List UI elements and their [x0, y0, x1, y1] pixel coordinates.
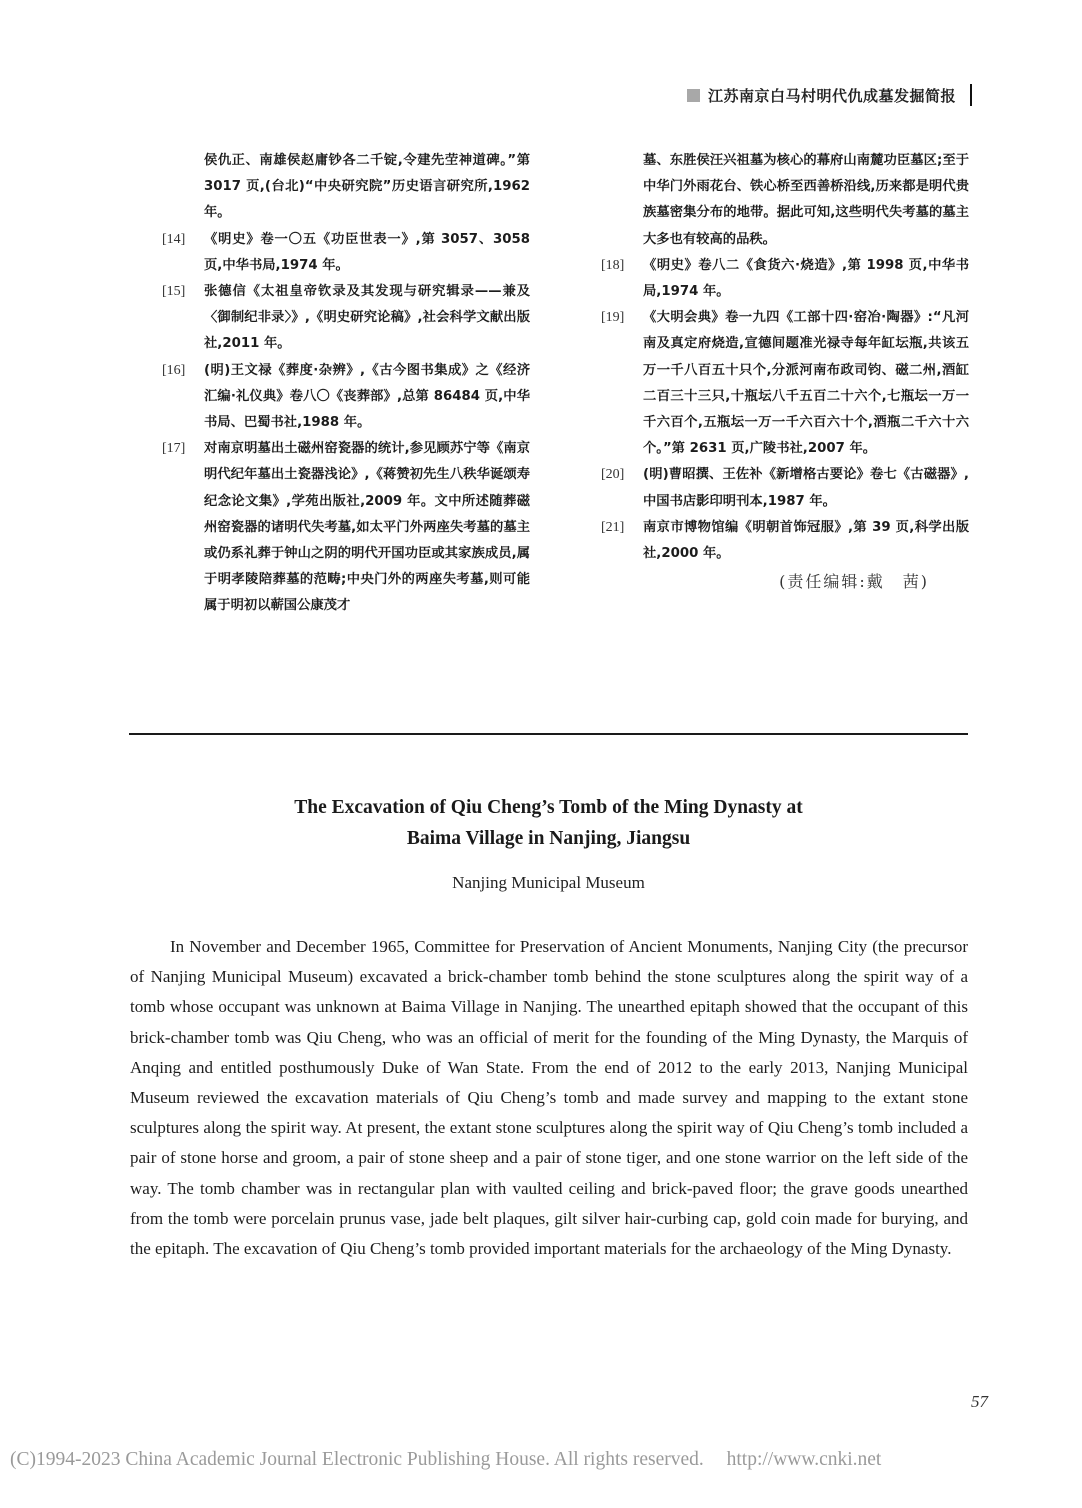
note-number: [20] [601, 467, 625, 483]
note-15 [160, 279, 530, 358]
english-title-line-2: Baima Village in Nanjing, Jiangsu [406, 828, 691, 849]
english-abstract: In November and December 1965, Committee for Preservation of Ancient Monuments, Nanjing City (the precursor of Nanjing Municipal Museum) excavated a brick-chamber tomb behind the stone sculptures along the spirit way of a tomb whose occupant was unknown at Baima Village in Nanjing. The unearthed epitaph showed that the occupant of this brick-chamber tomb was Qiu Cheng, who was an official of merit for the founding of the Ming Dynasty, the Marquis of Anqing and entitled posthumously Duke of Wan State. From the end of 2012 to the early 2013, Nanjing Municipal Museum reviewed the excavation materials of Qiu Cheng’s tomb and made survey and mapping to the extant stone sculptures along the spirit way. At present, the extant stone sculptures along the spirit way of Qiu Cheng’s tomb included a pair of stone horse and groom, a pair of stone sheep and a pair of stone tiger, and one stone warrior on the left side of the way. The tomb chamber was in rectangular plan with vaulted ceiling and brick-paved floor; the grave goods unearthed from the tomb were porcelain prunus vase, jade belt plaques, gilt silver hair-curbing cap, gold coin made for burying, and the epitaph. The excavation of Qiu Cheng’s tomb provided important materials for the archaeology of the Ming Dynasty. [130, 937, 968, 1259]
running-head-title: 江苏南京白马村明代仇成墓发掘简报 [707, 86, 956, 105]
note-20 [599, 462, 969, 514]
note-text: 《明史》卷八二《食货六·烧造》,第 1998 页,中华书局,1974 年。 [643, 257, 969, 300]
note-number: [19] [601, 310, 625, 326]
footer [10, 1449, 1082, 1471]
note-17 [160, 436, 530, 619]
note-continuation: 侯仇正、南雄侯赵庸钞各二千锭,令建先茔神道碑。”第 3017 页,(台北)“中央研究院”历史语言研究所,1962 年。 [204, 153, 530, 221]
note-text: 对南京明墓出土磁州窑瓷器的统计,参见顾苏宁等《南京明代纪年墓出土瓷器浅论》,《蒋赞初先生八秩华诞颂寿纪念论文集》,学苑出版社,2009 年。文中所述随葬磁州窑瓷器的诸明代失考墓,如太平门外两座失考墓的墓主或仍系礼葬于钟山之阴的明代开国功臣或其家族成员,属于明孝陵陪葬墓的范畴;中央门外的两座失考墓,则可能属于明初以蕲国公康茂才 [204, 441, 530, 614]
note-16 [160, 358, 530, 437]
section-divider [129, 733, 968, 735]
note-18 [599, 253, 969, 305]
note-21 [599, 515, 969, 567]
responsible-editor: (责任编辑:戴 茜) [779, 572, 929, 592]
note-text: (明)王文禄《葬度·杂辨》,《古今图书集成》之《经济汇编·礼仪典》卷八〇《丧葬部》,总第 86484 页,中华书局、巴蜀书社,1988 年。 [204, 362, 530, 431]
english-title [129, 792, 968, 854]
note-number: [14] [162, 231, 186, 247]
note-text: 南京市博物馆编《明朝首饰冠服》,第 39 页,科学出版社,2000 年。 [643, 519, 969, 562]
note-14 [160, 227, 530, 279]
note-number: [21] [601, 519, 625, 535]
notes-column-left [160, 148, 530, 620]
notes-column-right [599, 148, 969, 595]
note-text: 《大明会典》卷一九四《工部十四·窑冶·陶器》:“凡河南及真定府烧造,宣德间题准光禄寺每年缸坛瓶,共该五万一千八百五十只个,分派河南布政司钧、磁二州,酒缸二百三十三只,十瓶坛八千五百二十六个,七瓶坛一万一千六百个,五瓶坛一万一千六百六十个,酒瓶二千六十六个。”第 2631 页,广陵书社,2007 年。 [643, 310, 969, 457]
note-number: [17] [162, 441, 186, 457]
note-number: [18] [601, 257, 625, 273]
page-number: 57 [971, 1392, 988, 1411]
note-continuation: 墓、东胜侯汪兴祖墓为核心的幕府山南麓功臣墓区;至于中华门外雨花台、铁心桥至西善桥沿线,历来都是明代贵族墓密集分布的地带。据此可知,这些明代失考墓的墓主大多也有较高的品秩。 [643, 153, 969, 247]
running-head [687, 84, 972, 106]
note-text: (明)曹昭撰、王佐补《新增格古要论》卷七《古磁器》,中国书店影印明刊本,1987 年。 [643, 467, 969, 509]
footer-copyright: (C)1994-2023 China Academic Journal Electronic Publishing House. All rights reserved. [10, 1449, 704, 1470]
note-text: 张德信《太祖皇帝钦录及其发现与研究辑录——兼及〈御制纪非录〉》,《明史研究论稿》,社会科学文献出版社,2011 年。 [204, 284, 530, 352]
note-number: [15] [162, 284, 186, 300]
header-square-icon [687, 89, 700, 102]
note-number: [16] [162, 362, 186, 378]
english-author: Nanjing Municipal Museum [452, 873, 645, 892]
footer-url[interactable]: http://www.cnki.net [726, 1449, 882, 1470]
note-19 [599, 305, 969, 462]
header-bar-divider [970, 84, 972, 106]
note-text: 《明史》卷一〇五《功臣世表一》,第 3057、3058 页,中华书局,1974 年。 [204, 231, 530, 273]
english-title-line-1: The Excavation of Qiu Cheng’s Tomb of the Ming Dynasty at [294, 797, 803, 818]
